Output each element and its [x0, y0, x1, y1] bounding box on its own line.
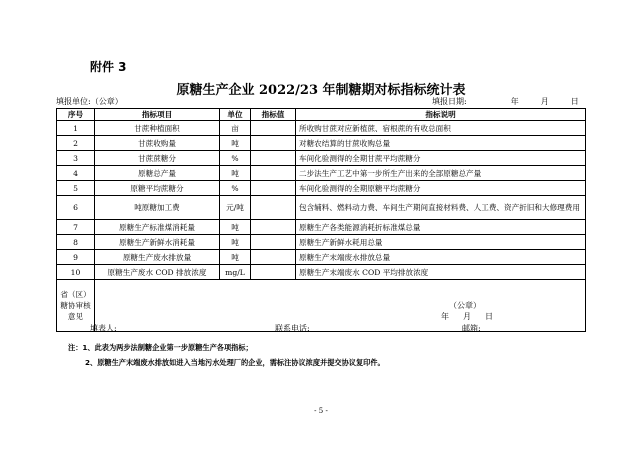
- row-value-cell[interactable]: [251, 196, 296, 220]
- row-item: 甘蔗蔗糖分: [95, 151, 220, 166]
- row-unit: 吨: [220, 136, 251, 151]
- row-unit: 吨: [220, 220, 251, 235]
- row-no: 5: [57, 181, 95, 196]
- row-desc: 对糖农结算的甘蔗收购总量: [296, 136, 586, 151]
- header-value: 指标值: [251, 109, 296, 121]
- row-desc: 原糖生产末端废水 COD 平均排放浓度: [296, 265, 586, 280]
- row-no: 7: [57, 220, 95, 235]
- review-label: 省（区）糖协审核意见: [57, 280, 95, 332]
- table-row: [57, 121, 586, 136]
- row-item: 甘蔗种植面积: [95, 121, 220, 136]
- email-label: 邮箱:: [462, 324, 481, 333]
- table-row: [57, 265, 586, 280]
- table-row: [57, 181, 586, 196]
- row-value-cell[interactable]: [251, 235, 296, 250]
- row-unit: 亩: [220, 121, 251, 136]
- row-value-cell[interactable]: [251, 121, 296, 136]
- row-unit: 吨: [220, 166, 251, 181]
- document-title: 原糖生产企业 2022/23 年制糖期对标指标统计表: [176, 83, 466, 98]
- row-unit: %: [220, 151, 251, 166]
- row-item: 原糖生产废水 COD 排放浓度: [95, 265, 220, 280]
- row-value-cell[interactable]: [251, 151, 296, 166]
- row-unit: 吨: [220, 235, 251, 250]
- row-desc: 原糖生产新鲜水耗用总量: [296, 235, 586, 250]
- table-row: [57, 235, 586, 250]
- row-item: 原糖总产量: [95, 166, 220, 181]
- row-no: 1: [57, 121, 95, 136]
- header-desc: 指标说明: [296, 109, 586, 121]
- table-row: [57, 220, 586, 235]
- row-item: 吨原糖加工费: [95, 196, 220, 220]
- indicator-table: [56, 108, 586, 332]
- page-number: - 5 -: [314, 407, 328, 415]
- row-desc: 包含辅料、燃料动力费、车间生产期间直接材料费、人工费、资产折旧和大修理费用: [296, 196, 586, 220]
- review-row: [57, 280, 586, 332]
- note-2: 2、原糖生产末端废水排放如进入当地污水处理厂的企业，需标注协议浓度并提交协议复印件。: [85, 358, 385, 367]
- header-unit: 单位: [220, 109, 251, 121]
- filler-label: 填表人:: [90, 324, 117, 333]
- row-item: 原糖生产标准煤消耗量: [95, 220, 220, 235]
- review-date-year: 年: [441, 312, 449, 321]
- review-date-day: 日: [485, 312, 493, 321]
- row-desc: 二步法生产工艺中第一步所生产出来的全部原糖总产量: [296, 166, 586, 181]
- table-header-row: [57, 109, 586, 121]
- row-no: 2: [57, 136, 95, 151]
- row-unit: 元/吨: [220, 196, 251, 220]
- row-unit: %: [220, 181, 251, 196]
- table-row: [57, 136, 586, 151]
- note-1: 注：1、此表为两步法制糖企业第一步原糖生产各项指标；: [68, 343, 253, 352]
- row-desc: 原糖生产各类能源消耗折标准煤总量: [296, 220, 586, 235]
- table-row: [57, 196, 586, 220]
- row-value-cell[interactable]: [251, 265, 296, 280]
- review-date-month: 月: [463, 312, 471, 321]
- row-no: 8: [57, 235, 95, 250]
- review-date: [441, 311, 493, 322]
- row-item: 原糖平均蔗糖分: [95, 181, 220, 196]
- fill-date-year: 年: [510, 97, 519, 106]
- fill-unit-label: 填报单位:（公章）: [56, 97, 123, 106]
- row-desc: 原糖生产末端废水排放总量: [296, 250, 586, 265]
- attachment-label: 附件 3: [90, 60, 127, 74]
- header-no: 序号: [57, 109, 95, 121]
- row-item: 甘蔗收购量: [95, 136, 220, 151]
- fill-date-month: 月: [540, 97, 549, 106]
- header-item: 指标项目: [95, 109, 220, 121]
- phone-label: 联系电话:: [275, 324, 310, 333]
- row-unit: mg/L: [220, 265, 251, 280]
- row-value-cell[interactable]: [251, 136, 296, 151]
- table-row: [57, 151, 586, 166]
- row-no: 4: [57, 166, 95, 181]
- review-opinion-box[interactable]: [95, 280, 586, 332]
- review-seal: （公章）: [449, 301, 481, 310]
- row-no: 10: [57, 265, 95, 280]
- row-value-cell[interactable]: [251, 250, 296, 265]
- fill-date-label: 填报日期:: [432, 97, 467, 106]
- row-desc: 车间化验测得的全期原糖平均蔗糖分: [296, 181, 586, 196]
- fill-date: [432, 96, 579, 107]
- row-item: 原糖生产新鲜水消耗量: [95, 235, 220, 250]
- row-desc: 车间化验测得的全期甘蔗平均蔗糖分: [296, 151, 586, 166]
- row-no: 6: [57, 196, 95, 220]
- row-no: 3: [57, 151, 95, 166]
- table-row: [57, 250, 586, 265]
- row-value-cell[interactable]: [251, 220, 296, 235]
- row-unit: 吨: [220, 250, 251, 265]
- row-no: 9: [57, 250, 95, 265]
- table-row: [57, 166, 586, 181]
- fill-date-day: 日: [570, 97, 579, 106]
- row-value-cell[interactable]: [251, 166, 296, 181]
- row-item: 原糖生产废水排放量: [95, 250, 220, 265]
- row-value-cell[interactable]: [251, 181, 296, 196]
- row-desc: 所收购甘蔗对应新植蔗、宿根蔗的有收总面积: [296, 121, 586, 136]
